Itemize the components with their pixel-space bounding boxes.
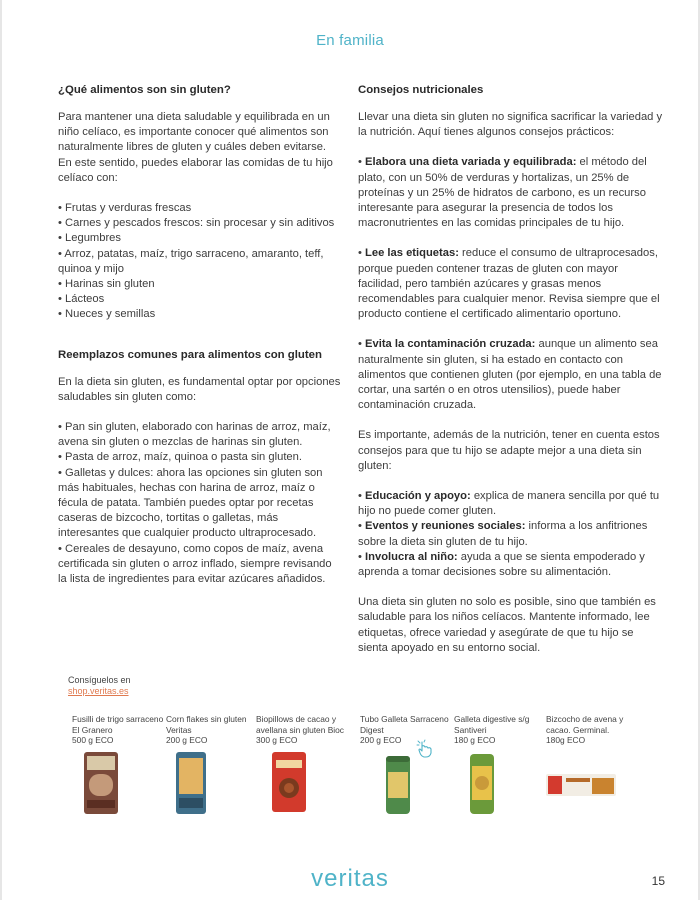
page-number: 15 [651,874,665,888]
right-column [358,82,663,671]
bizcocho-package-image [544,770,618,798]
corn-flakes-package-image [174,750,208,816]
tip-title: Elabora una dieta variada y equilibrada: [365,156,577,169]
section-title: En familia [316,32,384,49]
product-name: Galleta digestive s/g Santiveri 180 g ECO [454,714,530,745]
page-edge-left [0,0,2,900]
tip-education [358,489,663,519]
product-name: Corn flakes sin gluten Veritas 200 g ECO [166,714,247,745]
product-name: Tubo Galleta Sarraceno Digest 200 g ECO [360,714,449,745]
list-item: • Nueces y semillas [58,307,341,322]
product-biopillows[interactable] [256,714,348,746]
tip-text: reduce el consumo de ultraprocesados, porque pueden contener trazas de gluten con mayor facilidad, pero también azúcares y grasas menos recomendables para cualquier menor. Revisa siempre que el producto contiene el certificado alimentario oportuno. [358,247,660,321]
product-bizcocho[interactable] [546,714,638,746]
tubo-galleta-package-image [384,754,412,816]
product-galleta-digestive[interactable] [454,714,546,746]
tip-text: aunque un alimento sea naturalmente sin gluten, si ha estado en contacto con alimentos que contienen gluten (por ejemplo, en una tabla de cortar, una sartén o en otros utensilios), puede haber contaminación cruzada. [358,338,662,412]
tip-social-events [358,519,663,549]
tip-varied-diet: • Elabora una dieta variada y equilibrada: el método del plato, con un 50% de verduras y hortalizas, un 25% de proteínas y un 25% de hidratos de carbono, es un recurso interesante para asegurar la presencia de todos los macronutrientes en las comidas principales de tu hijo. [358,156,647,230]
list-item: • Galletas y dulces: ahora las opciones sin gluten son más habituales, hechas con harina de arroz, maíz o fécula de patata. También puedes optar por recetas caseras de bizcocho, tortitas o galletas, más interesantes que cualquier producto ultraprocesado. [58,466,341,542]
tip-read-labels: • Lee las etiquetas: reduce el consumo de ultraprocesados, porque pueden contener trazas de gluten con mayor facilidad, pero también azúcares y grasas menos recomendables para cualquier menor. Revisa siempre que el producto contiene el certificado alimentario oportuno. [358,247,660,321]
list-item: • Arroz, patatas, maíz, trigo sarraceno, amaranto, teff, quinoa y mijo [58,247,341,277]
adaptation-tips [358,489,663,580]
heading-gluten-free-foods: ¿Qué alimentos son sin gluten? [58,84,231,96]
heading-common-replacements: Reemplazos comunes para alimentos con gluten [58,348,322,361]
tip-title: Involucra al niño: [365,550,458,563]
shop-link[interactable]: shop.veritas.es [68,686,129,696]
nutrition-intro: Llevar una dieta sin gluten no significa sacrificar la variedad y la nutrición. Aquí tienes algunos consejos prácticos: [358,111,663,139]
tip-text: el método del plato, con un 50% de verduras y hortalizas, un 25% de proteínas y un 25% de hidratos de carbono, es un recurso interesante para asegurar la presencia de todos los macronutrientes en las comidas principales de tu hijo. [358,156,647,230]
biopillows-package-image [270,750,308,814]
shop-label: Consíguelos en [68,675,131,685]
replacements-list [58,420,341,587]
adaptation-paragraph: Es importante, además de la nutrición, tener en cuenta estos consejos para que tu hijo se adapte mejor a una dieta sin gluten: [358,429,660,472]
galleta-digestive-package-image [468,752,496,816]
list-item: • Cereales de desayuno, como copos de maíz, avena certificada sin gluten o arroz inflado, siempre revisando la lista de ingredientes para evitar azúcares añadidos. [58,542,341,588]
list-item: • Frutas y verduras frescas [58,201,341,216]
closing-paragraph: Una dieta sin gluten no solo es posible, sino que también es saludable para los niños celíacos. Mantente informado, lee etiquetas, ofrece variedad y asegúrate de que tu hijo se sienta apoyado en su entorno social. [358,596,656,654]
heading-nutrition-tips: Consejos nutricionales [358,84,484,96]
tip-text: explica de manera sencilla por qué tu hijo no puede comer gluten. [358,490,660,518]
product-fusilli[interactable] [72,714,164,746]
tip-involve-child [358,550,663,580]
list-item: • Carnes y pescados frescos: sin procesar y sin aditivos [58,216,341,231]
list-item: • Harinas sin gluten [58,277,341,292]
product-strip [72,714,652,824]
product-name: Biopillows de cacao y avellana sin gluten Bioc 300 g ECO [256,714,344,745]
intro-paragraph: Para mantener una dieta saludable y equilibrada en un niño celíaco, es importante conocer qué alimentos son naturalmente libres de gluten y cuáles deben evitarse. En este sentido, puedes elaborar las comidas de tu hijo celíaco con: [58,111,333,184]
list-item: • Pan sin gluten, elaborado con harinas de arroz, maíz, avena sin gluten o mezclas de harinas sin gluten. [58,420,341,450]
fusilli-package-image [82,750,120,816]
list-item: • Lácteos [58,292,341,307]
replacements-paragraph: En la dieta sin gluten, es fundamental optar por opciones saludables sin gluten como: [58,375,341,403]
veritas-logo: veritas [311,865,389,892]
tip-cross-contamination: • Evita la contaminación cruzada: aunque un alimento sea naturalmente sin gluten, si ha estado en contacto con alimentos que contienen gluten (por ejemplo, en una tabla de cortar, una sartén o en otros utensilios), puede haber contaminación cruzada. [358,338,662,412]
pointer-hand-icon [414,738,436,760]
tip-title: Lee las etiquetas: [365,247,459,260]
product-tubo-galleta[interactable] [360,714,452,746]
tip-title: Evita la contaminación cruzada: [365,338,536,351]
tip-title: Educación y apoyo: [365,490,471,503]
product-corn-flakes[interactable] [166,714,258,746]
gluten-free-food-list [58,201,341,323]
list-item: • Pasta de arroz, maíz, quinoa o pasta sin gluten. [58,450,341,465]
tip-text: informa a los anfitriones sobre la dieta sin gluten de tu hijo. [358,520,648,548]
list-item: • Legumbres [58,231,341,246]
tip-text: ayuda a que se sienta empoderado y aprenda a tomar decisiones sobre su alimentación. [358,550,645,579]
product-name: Fusilli de trigo sarraceno El Granero 500 g ECO [72,714,164,745]
left-column [58,82,341,602]
tip-title: Eventos y reuniones sociales: [365,520,526,533]
product-name: Bizcocho de avena y cacao. Germinal. 180g ECO [546,714,624,745]
